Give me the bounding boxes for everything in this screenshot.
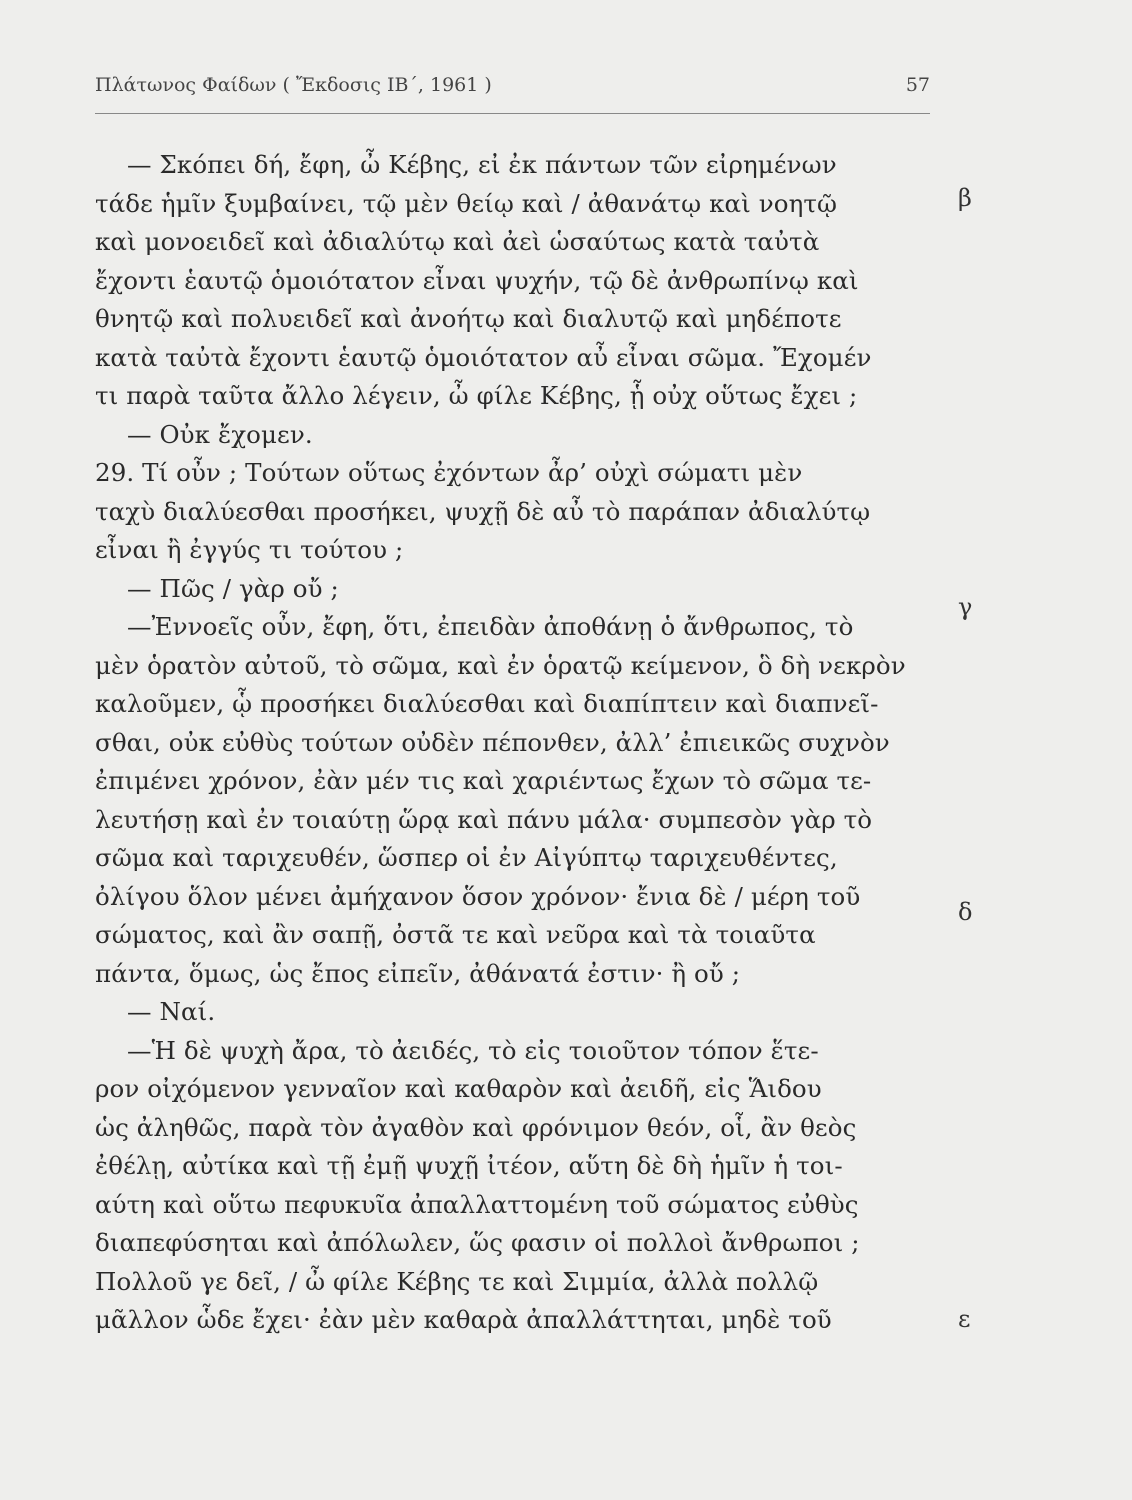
text-line: —Ἐννοεῖς οὖν, ἔφη, ὅτι, ἐπειδὰν ἀποθάνῃ ὁ ἄνθρωπος, τὸ xyxy=(127,612,854,641)
text-line: — Οὐκ ἔχομεν. xyxy=(127,419,313,449)
text-line: — Πῶς / γὰρ οὔ ; xyxy=(127,573,339,603)
page-number: 57 xyxy=(905,74,930,96)
text-line: καλοῦμεν, ᾧ προσήκει διαλύεσθαι καὶ διαπίπτειν καὶ διαπνεῖ- xyxy=(95,689,879,718)
text-line: ὀλίγου ὅλον μένει ἀμήχανον ὅσον χρόνον· ἔνια δὲ / μέρη τοῦ xyxy=(95,881,861,911)
body-text xyxy=(95,146,930,1340)
margin-stephanus-letter: δ xyxy=(958,898,973,926)
text-line: ρον οἰχόμενον γενναῖον καὶ καθαρὸν καὶ ἀειδῆ, εἰς Ἅιδου xyxy=(95,1074,822,1103)
text-line: αύτη καὶ οὕτω πεφυκυῖα ἀπαλλαττομένη τοῦ σώματος εὐθὺς xyxy=(95,1189,859,1219)
text-line: λευτήσῃ καὶ ἐν τοιαύτῃ ὥρᾳ καὶ πάνυ μάλα· συμπεσὸν γὰρ τὸ xyxy=(95,804,873,834)
text-line: τάδε ἡμῖν ξυμβαίνει, τῷ μὲν θείῳ καὶ / ἀθανάτῳ καὶ νοητῷ xyxy=(95,188,838,218)
text-line: καὶ μονοειδεῖ καὶ ἀδιαλύτῳ καὶ ἀεὶ ὡσαύτως κατὰ ταὐτὰ xyxy=(95,227,820,256)
text-line: 29. Τί οὖν ; Τούτων οὕτως ἐχόντων ἆρ’ οὐχὶ σώματι μὲν xyxy=(95,458,803,487)
text-line: διαπεφύσηται καὶ ἀπόλωλεν, ὥς φασιν οἱ πολλοὶ ἄνθρωποι ; xyxy=(95,1228,860,1257)
text-line: ταχὺ διαλύεσθαι προσήκει, ψυχῇ δὲ αὖ τὸ παράπαν ἀδιαλύτῳ xyxy=(95,496,871,526)
text-line: εἶναι ἢ ἐγγύς τι τούτου ; xyxy=(95,535,404,564)
header-rule xyxy=(95,113,930,114)
text-line: μᾶλλον ὧδε ἔχει· ἐὰν μὲν καθαρὰ ἀπαλλάττηται, μηδὲ τοῦ xyxy=(95,1305,832,1334)
text-line: ὡς ἀληθῶς, παρὰ τὸν ἀγαθὸν καὶ φρόνιμον θεόν, οἷ, ἂν θεὸς xyxy=(95,1112,857,1142)
text-line: σώματος, καὶ ἂν σαπῇ, ὀστᾶ τε καὶ νεῦρα καὶ τὰ τοιαῦτα xyxy=(95,920,816,949)
text-line: θνητῷ καὶ πολυειδεῖ καὶ ἀνοήτῳ καὶ διαλυτῷ καὶ μηδέποτε xyxy=(95,304,842,333)
text-line: σῶμα καὶ ταριχευθέν, ὥσπερ οἱ ἐν Αἰγύπτῳ ταριχευθέντες, xyxy=(95,843,838,872)
text-line: πάντα, ὅμως, ὡς ἔπος εἰπεῖν, ἀθάνατά ἐστιν· ἢ οὔ ; xyxy=(95,958,741,988)
text-line: Πολλοῦ γε δεῖ, / ὦ φίλε Κέβης τε καὶ Σιμμία, ἀλλὰ πολλῷ xyxy=(95,1266,819,1296)
text-line: ἐπιμένει χρόνον, ἐὰν μέν τις καὶ χαριέντως ἔχων τὸ σῶμα τε- xyxy=(95,766,872,795)
text-line: —Ἡ δὲ ψυχὴ ἄρα, τὸ ἀειδές, τὸ εἰς τοιοῦτον τόπον ἕτε- xyxy=(127,1035,819,1065)
text-line: ἐθέλῃ, αὐτίκα καὶ τῇ ἐμῇ ψυχῇ ἰτέον, αὕτη δὲ δὴ ἡμῖν ἡ τοι- xyxy=(95,1151,843,1180)
header-title: Πλάτωνος Φαίδων ( Ἔκδοσις ΙΒ΄, 1961 ) xyxy=(95,74,492,96)
text-line: σθαι, οὐκ εὐθὺς τούτων οὐδὲν πέπονθεν, ἀλλ’ ἐπιεικῶς συχνὸν xyxy=(95,727,890,757)
text-line: ἔχοντι ἑαυτῷ ὁμοιότατον εἶναι ψυχήν, τῷ δὲ ἀνθρωπίνῳ καὶ xyxy=(95,265,859,295)
margin-stephanus-letter: γ xyxy=(958,593,973,621)
text-line: κατὰ ταὐτὰ ἔχοντι ἑαυτῷ ὁμοιότατον αὖ εἶναι σῶμα. Ἔχομέν xyxy=(95,342,872,372)
text-line: μὲν ὁρατὸν αὐτοῦ, τὸ σῶμα, καὶ ἐν ὁρατῷ κείμενον, ὃ δὴ νεκρὸν xyxy=(95,650,906,680)
margin-stephanus-letter: β xyxy=(958,184,972,212)
text-line: — Ναί. xyxy=(127,997,216,1026)
text-line: τι παρὰ ταῦτα ἄλλο λέγειν, ὦ φίλε Κέβης, ᾗ οὐχ οὕτως ἔχει ; xyxy=(95,381,858,410)
margin-stephanus-letter: ε xyxy=(958,1305,971,1333)
text-line: — Σκόπει δή, ἔφη, ὦ Κέβης, εἰ ἐκ πάντων τῶν εἰρημένων xyxy=(127,150,837,179)
